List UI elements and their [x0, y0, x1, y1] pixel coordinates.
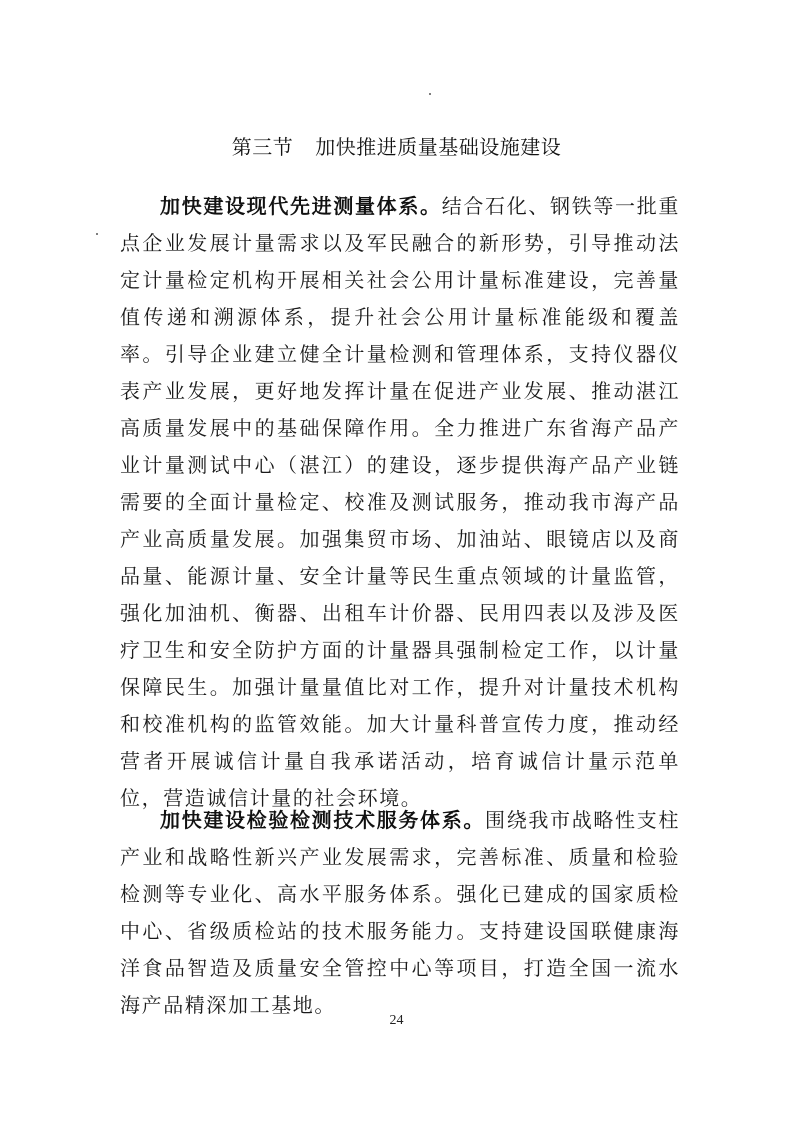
paragraph-inspection-system — [120, 802, 680, 1024]
paragraph-lead: 加快建设检验检测技术服务体系。 — [160, 808, 486, 832]
paragraph-measurement-system — [120, 188, 680, 817]
section-title: 加快推进质量基础设施建设 — [315, 135, 562, 159]
scan-speck — [96, 233, 98, 235]
paragraph-lead: 加快建设现代先进测量体系。 — [160, 194, 442, 218]
paragraph-body: 围绕我市战略性支柱产业和战略性新兴产业发展需求，完善标准、质量和检验检测等专业化、高水平服务体系。强化已建成的国家质检中心、省级质检站的技术服务能力。支持建设国联健康海洋食品智造及质量安全管控中心等项目，打造全国一流水海产品精深加工基地。 — [120, 808, 681, 1017]
paragraph-body: 结合石化、钢铁等一批重点企业发展计量需求以及军民融合的新形势，引导推动法定计量检定机构开展相关社会公用计量标准建设，完善量值传递和溯源体系，提升社会公用计量标准能级和覆盖率。引导企业建立健全计量检测和管理体系，支持仪器仪表产业发展，更好地发挥计量在促进产业发展、推动湛江高质量发展中的基础保障作用。全力推进广东省海产品产业计量测试中心（湛江）的建设，逐步提供海产品产业链需要的全面计量检定、校准及测试服务，推动我市海产品产业高质量发展。加强集贸市场、加油站、眼镜店以及商品量、能源计量、安全计量等民生重点领域的计量监管，强化加油机、衡器、出租车计价器、民用四表以及涉及医疗卫生和安全防护方面的计量器具强制检定工作，以计量保障民生。加强计量量值比对工作，提升对计量技术机构和校准机构的监管效能。加大计量科普宣传力度，推动经营者开展诚信计量自我承诺活动，培育诚信计量示范单位，营造诚信计量的社会环境。 — [120, 194, 680, 810]
page-number: 24 — [389, 1013, 404, 1028]
section-number: 第三节 — [231, 135, 294, 159]
scan-speck — [429, 93, 431, 95]
section-heading — [0, 131, 793, 160]
